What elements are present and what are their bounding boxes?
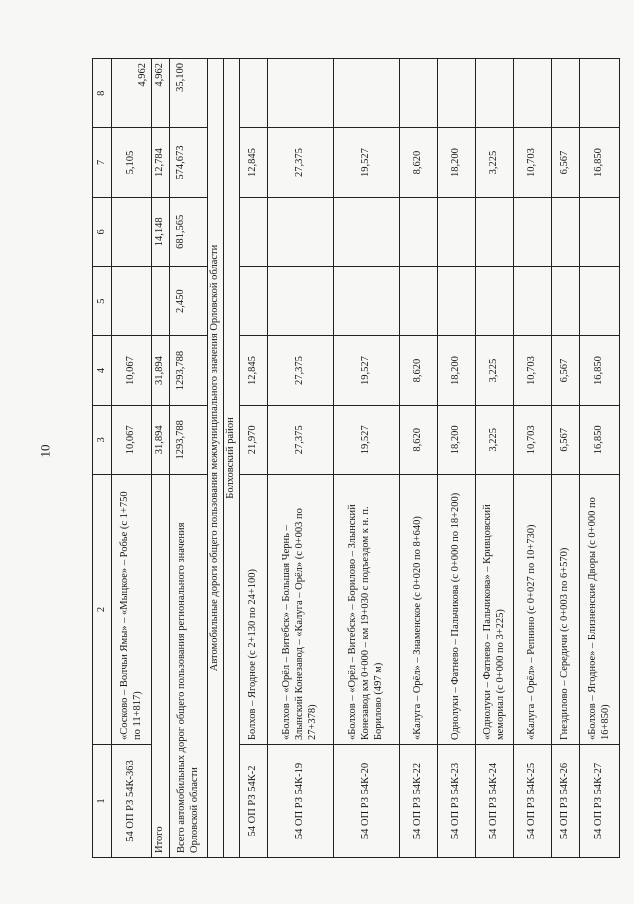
road-code: 54 ОП РЗ 54К-25 xyxy=(514,745,552,858)
cell-value xyxy=(438,59,476,128)
road-code: 54 ОП РЗ 54К-26 xyxy=(552,745,580,858)
cell-value: 10,703 xyxy=(514,405,552,474)
table-row xyxy=(580,59,620,858)
column-number-row xyxy=(93,59,112,858)
column-header: 5 xyxy=(93,267,112,336)
cell-value: 27,375 xyxy=(268,128,334,197)
table-row xyxy=(112,59,152,858)
cell-value xyxy=(240,267,268,336)
cell-value: 16,850 xyxy=(580,128,620,197)
cell-value: 5,105 xyxy=(112,128,152,197)
cell-value: 8,620 xyxy=(400,128,438,197)
cell-value xyxy=(112,267,152,336)
cell-value xyxy=(580,59,620,128)
cell-value: 4,962 xyxy=(152,59,170,128)
road-name: «Калуга – Орёл» – Репнино (с 0+027 по 10+730) xyxy=(514,475,552,745)
cell-value xyxy=(334,59,400,128)
table-row xyxy=(552,59,580,858)
cell-value: 16,850 xyxy=(580,405,620,474)
cell-value: 12,845 xyxy=(240,128,268,197)
cell-value: 31,894 xyxy=(152,336,170,405)
cell-value: 2,450 xyxy=(170,267,208,336)
road-code: 54 ОП РЗ 54К-19 xyxy=(268,745,334,858)
cell-value xyxy=(112,197,152,266)
road-name: «Болхов – «Орёл – Витебск» – Большая Чернь – Злынский Конезавод – «Калуга – Орёл» (с 0+003 по 27+378) xyxy=(268,475,334,745)
road-name: «Болхов – Ягодное» – Близненские Дворы (с 0+000 по 16+850) xyxy=(580,475,620,745)
cell-value xyxy=(400,197,438,266)
table-row xyxy=(334,59,400,858)
cell-value: 27,375 xyxy=(268,405,334,474)
cell-value xyxy=(334,267,400,336)
road-name: «Болхов – «Орёл – Витебск» – Борилово – Злынский Конезавод км 0+000 – км 19+030 с подъездом к н. п. Борилово (497 м) xyxy=(334,475,400,745)
cell-value: 10,067 xyxy=(112,336,152,405)
cell-value xyxy=(240,197,268,266)
cell-value xyxy=(268,267,334,336)
cell-value: 8,620 xyxy=(400,405,438,474)
column-header: 1 xyxy=(93,745,112,858)
cell-value: 19,527 xyxy=(334,405,400,474)
total-row xyxy=(170,59,208,858)
cell-value: 10,067 xyxy=(112,405,152,474)
cell-value: 31,894 xyxy=(152,405,170,474)
cell-value xyxy=(552,197,580,266)
cell-value xyxy=(438,267,476,336)
cell-value xyxy=(152,267,170,336)
column-header: 6 xyxy=(93,197,112,266)
road-name: «Однолуки – Фатнево – Пальчикова» – Кривцовский мемориал (с 0+000 по 3+225) xyxy=(476,475,514,745)
cell-value xyxy=(514,59,552,128)
district-title: Болховский район xyxy=(224,59,240,858)
cell-value xyxy=(580,197,620,266)
table-row xyxy=(268,59,334,858)
cell-value xyxy=(514,197,552,266)
road-code: 54 ОП РЗ 54К-27 xyxy=(580,745,620,858)
cell-value: 6,567 xyxy=(552,405,580,474)
cell-value xyxy=(552,59,580,128)
road-code: 54 ОП РЗ 54К-363 xyxy=(112,745,152,858)
subtotal-label: Итого xyxy=(152,475,170,858)
road-name: Болхов – Ягодное (с 2+130 по 24+100) xyxy=(240,475,268,745)
table-row xyxy=(514,59,552,858)
road-register-table xyxy=(92,58,620,858)
cell-value: 1293,788 xyxy=(170,336,208,405)
cell-value: 35,100 xyxy=(170,59,208,128)
road-name: «Калуга – Орёл» – Знаменское (с 0+020 по 8+640) xyxy=(400,475,438,745)
cell-value: 18,200 xyxy=(438,405,476,474)
cell-value xyxy=(268,197,334,266)
cell-value xyxy=(580,267,620,336)
cell-value: 1293,788 xyxy=(170,405,208,474)
cell-value: 3,225 xyxy=(476,405,514,474)
table-row xyxy=(476,59,514,858)
cell-value xyxy=(552,267,580,336)
cell-value: 681,565 xyxy=(170,197,208,266)
cell-value xyxy=(476,197,514,266)
cell-value: 3,225 xyxy=(476,128,514,197)
table-row xyxy=(400,59,438,858)
column-header: 3 xyxy=(93,405,112,474)
district-row xyxy=(224,59,240,858)
cell-value: 18,200 xyxy=(438,336,476,405)
road-code: 54 ОП РЗ 54К-22 xyxy=(400,745,438,858)
column-header: 4 xyxy=(93,336,112,405)
cell-value: 16,850 xyxy=(580,336,620,405)
subtotal-row xyxy=(152,59,170,858)
cell-value: 10,703 xyxy=(514,128,552,197)
column-header: 7 xyxy=(93,128,112,197)
cell-value: 19,527 xyxy=(334,336,400,405)
road-code: 54 ОП РЗ 54К-23 xyxy=(438,745,476,858)
page-number: 10 xyxy=(37,444,53,458)
table-row xyxy=(438,59,476,858)
cell-value xyxy=(334,197,400,266)
road-code: 54 ОП РЗ 54К-24 xyxy=(476,745,514,858)
column-header: 2 xyxy=(93,475,112,745)
cell-value: 12,784 xyxy=(152,128,170,197)
section-row xyxy=(208,59,224,858)
cell-value: 574,673 xyxy=(170,128,208,197)
cell-value xyxy=(240,59,268,128)
total-label: Всего автомобильных дорог общего пользования регионального значения Орловской области xyxy=(170,475,208,858)
cell-value xyxy=(514,267,552,336)
road-code: 54 ОП РЗ 54К-20 xyxy=(334,745,400,858)
table-row xyxy=(240,59,268,858)
cell-value: 3,225 xyxy=(476,336,514,405)
cell-value: 21,970 xyxy=(240,405,268,474)
section-title: Автомобильные дороги общего пользования межмуниципального значения Орловской области xyxy=(208,59,224,858)
cell-value: 6,567 xyxy=(552,336,580,405)
cell-value xyxy=(476,267,514,336)
cell-value xyxy=(268,59,334,128)
rotated-table-wrapper xyxy=(92,58,611,858)
cell-value: 18,200 xyxy=(438,128,476,197)
cell-value: 14,148 xyxy=(152,197,170,266)
cell-value: 8,620 xyxy=(400,336,438,405)
cell-value: 19,527 xyxy=(334,128,400,197)
cell-value xyxy=(438,197,476,266)
cell-value: 12,845 xyxy=(240,336,268,405)
cell-value xyxy=(476,59,514,128)
cell-value: 4,962 xyxy=(112,59,152,128)
cell-value xyxy=(400,59,438,128)
cell-value: 10,703 xyxy=(514,336,552,405)
road-name: «Сосково – Волчьи Ямы» – «Мыцкое» – Робье (с 1+750 по 11+817) xyxy=(112,475,152,745)
road-code: 54 ОП РЗ 54К-2 xyxy=(240,745,268,858)
road-name: Гнездилово – Середичи (с 0+003 по 6+570) xyxy=(552,475,580,745)
cell-value: 6,567 xyxy=(552,128,580,197)
column-header: 8 xyxy=(93,59,112,128)
road-name: Однолуки – Фатнево – Пальчикова (с 0+000 по 18+200) xyxy=(438,475,476,745)
cell-value: 27,375 xyxy=(268,336,334,405)
cell-value xyxy=(400,267,438,336)
